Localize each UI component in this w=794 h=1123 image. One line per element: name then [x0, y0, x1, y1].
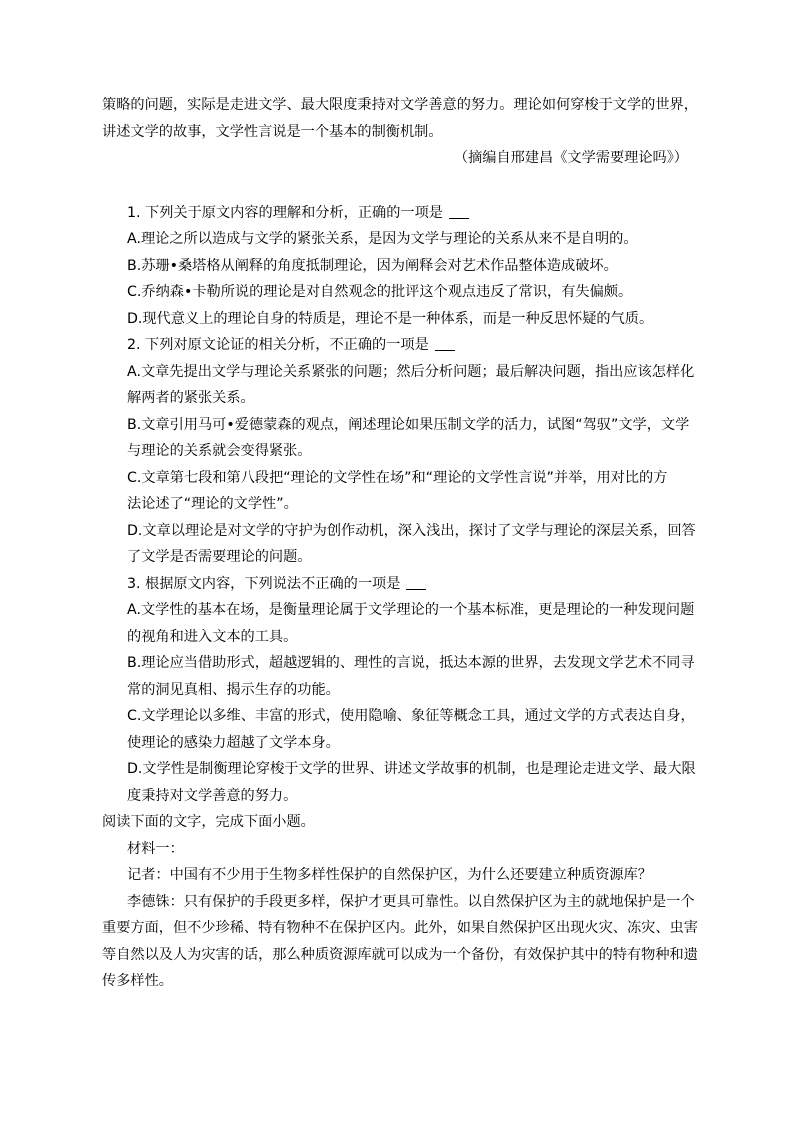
option-b: B.苏珊•桑塔格从阐释的角度抵制理论，因为阐释会对艺术作品整体造成破坏。 [127, 257, 618, 274]
option-d-cont: 了文学是否需要理论的问题。 [127, 549, 312, 565]
answer-blank [449, 204, 469, 219]
passage-line: 讲述文学的故事，文学性言说是一个基本的制衡机制。 [102, 123, 443, 140]
question-2 [102, 332, 694, 571]
material-title: 材料一： [127, 840, 184, 857]
answer-line: 李德铢：只有保护的手段更多样，保护才更具可靠性。以自然保护区为主的就地保护是一个 [127, 893, 695, 910]
reading-instruction: 阅读下面的文字，完成下面小题。 [102, 814, 315, 830]
option-b: B.文章引用马可•爱德蒙森的观点，阐述理论如果压制文学的活力，试图“驾驭”文学，文学 [127, 416, 690, 433]
option-c-cont: 法论述了“理论的文学性”。 [127, 496, 298, 512]
option-c: C.文章第七段和第八段把“理论的文学性在场”和“理论的文学性言说”并举，用对比的方 [127, 469, 668, 486]
option-b-cont: 常的洞见真相、揭示生存的功能。 [127, 681, 340, 698]
option-d: D.现代意义上的理论自身的特质是，理论不是一种体系，而是一种反思怀疑的气质。 [127, 310, 654, 327]
option-a-cont: 的视角和进入文本的工具。 [127, 628, 298, 645]
answer-blank [435, 336, 455, 351]
answer-line: 等自然以及人为灾害的话，那么种质资源库就可以成为一个备份，有效保护其中的特有物种和遗 [102, 946, 698, 963]
question-3 [102, 571, 694, 810]
passage-tail [102, 92, 698, 145]
option-c: C.乔纳森•卡勒所说的理论是对自然观念的批评这个观点违反了常识，有失偏颇。 [127, 284, 633, 300]
question-stem: 3. 根据原文内容，下列说法不正确的一项是 [102, 571, 694, 598]
option-b: B.理论应当借助形式，超越逻辑的、理性的言说，抵达本源的世界，去发现文学艺术不同寻 [127, 655, 695, 671]
answer-line: 传多样性。 [102, 973, 173, 989]
answer-line: 重要方面，但不少珍稀、特有物种不在保护区内。此外，如果自然保护区出现火灾、冻灾、虫害 [102, 920, 698, 936]
question-stem: 1. 下列关于原文内容的理解和分析，正确的一项是 [102, 200, 694, 227]
option-a: A.文学性的基本在场，是衡量理论属于文学理论的一个基本标准，更是理论的一种发现问题 [127, 602, 695, 618]
question-1 [102, 200, 694, 333]
answer-blank [406, 575, 426, 590]
source-citation: （摘编自邢建昌《文学需要理论吗》） [453, 150, 688, 166]
option-a: A.理论之所以造成与文学的紧张关系，是因为文学与理论的关系从来不是自明的。 [127, 231, 638, 247]
question-stem: 2. 下列对原文论证的相关分析，不正确的一项是 [102, 332, 694, 359]
option-c-cont: 使理论的感染力超越了文学本身。 [127, 734, 340, 751]
reporter-question: 记者：中国有不少用于生物多样性保护的自然保护区，为什么还要建立种质资源库？ [127, 867, 652, 883]
option-a-cont: 解两者的紧张关系。 [127, 390, 255, 406]
option-b-cont: 与理论的关系就会变得紧张。 [127, 443, 312, 459]
option-a: A.文章先提出文学与理论关系紧张的问题；然后分析问题；最后解决问题，指出应该怎样化 [127, 363, 695, 380]
option-d: D.文学性是制衡理论穿梭于文学的世界、讲述文学故事的机制，也是理论走进文学、最大限 [127, 761, 696, 777]
option-d-cont: 度秉持对文学善意的努力。 [127, 787, 298, 804]
option-d: D.文章以理论是对文学的守护为创作动机，深入浅出，探讨了文学与理论的深层关系，回答 [127, 522, 696, 539]
material-one [102, 836, 698, 995]
option-c: C.文学理论以多维、丰富的形式，使用隐喻、象征等概念工具，通过文学的方式表达自身， [127, 708, 695, 724]
passage-line: 策略的问题，实际是走进文学、最大限度秉持对文学善意的努力。理论如何穿梭于文学的世界， [102, 97, 698, 113]
